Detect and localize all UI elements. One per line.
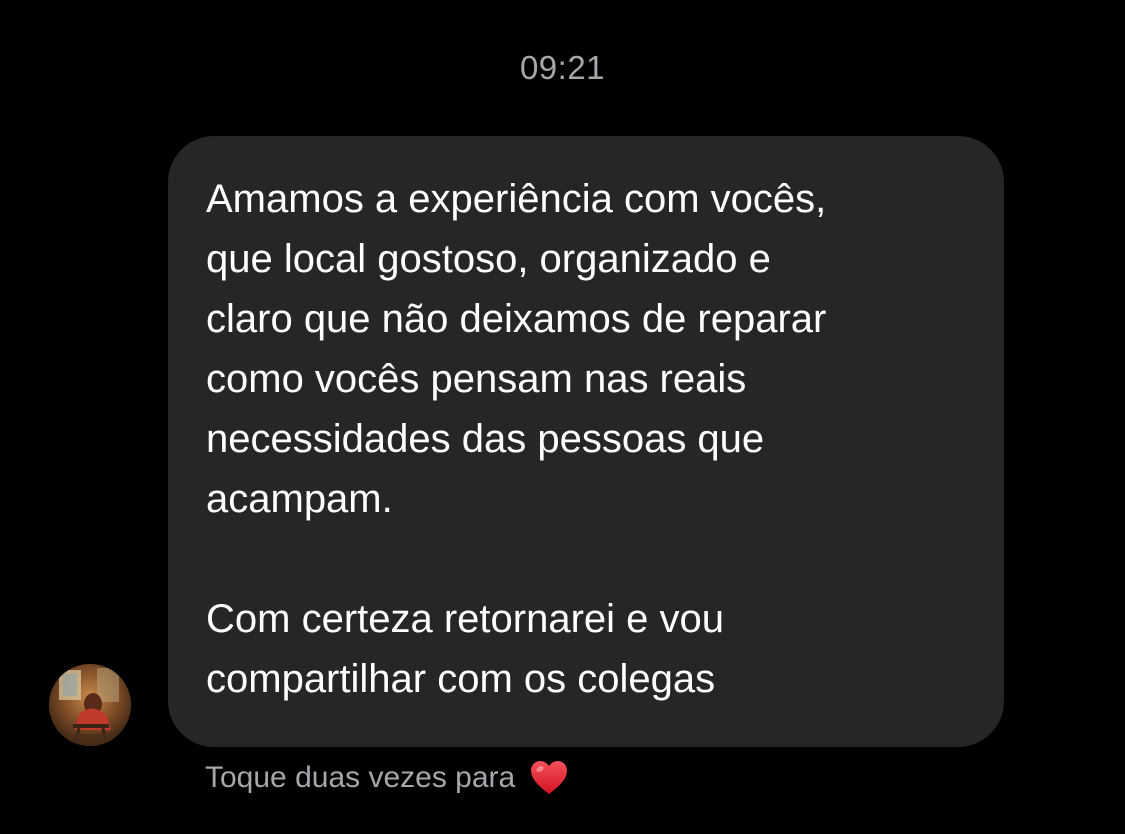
heart-icon[interactable] xyxy=(529,758,569,798)
message-paragraph-1: Amamos a experiência com vocês, que local gostoso, organizado e claro que não deixamos de reparar como vocês pensam nas reais necessidades das pessoas que acampam. xyxy=(206,177,827,521)
message-paragraph-2: Com certeza retornarei e vou compartilhar com os colegas xyxy=(206,597,725,701)
paragraph-spacer xyxy=(206,529,974,589)
sender-avatar[interactable] xyxy=(49,664,131,746)
reaction-hint-text: Toque duas vezes para xyxy=(205,761,516,794)
reaction-hint xyxy=(205,756,569,800)
message-bubble[interactable] xyxy=(168,136,1004,747)
avatar-image xyxy=(49,664,131,746)
message-timestamp: 09:21 xyxy=(519,49,606,86)
